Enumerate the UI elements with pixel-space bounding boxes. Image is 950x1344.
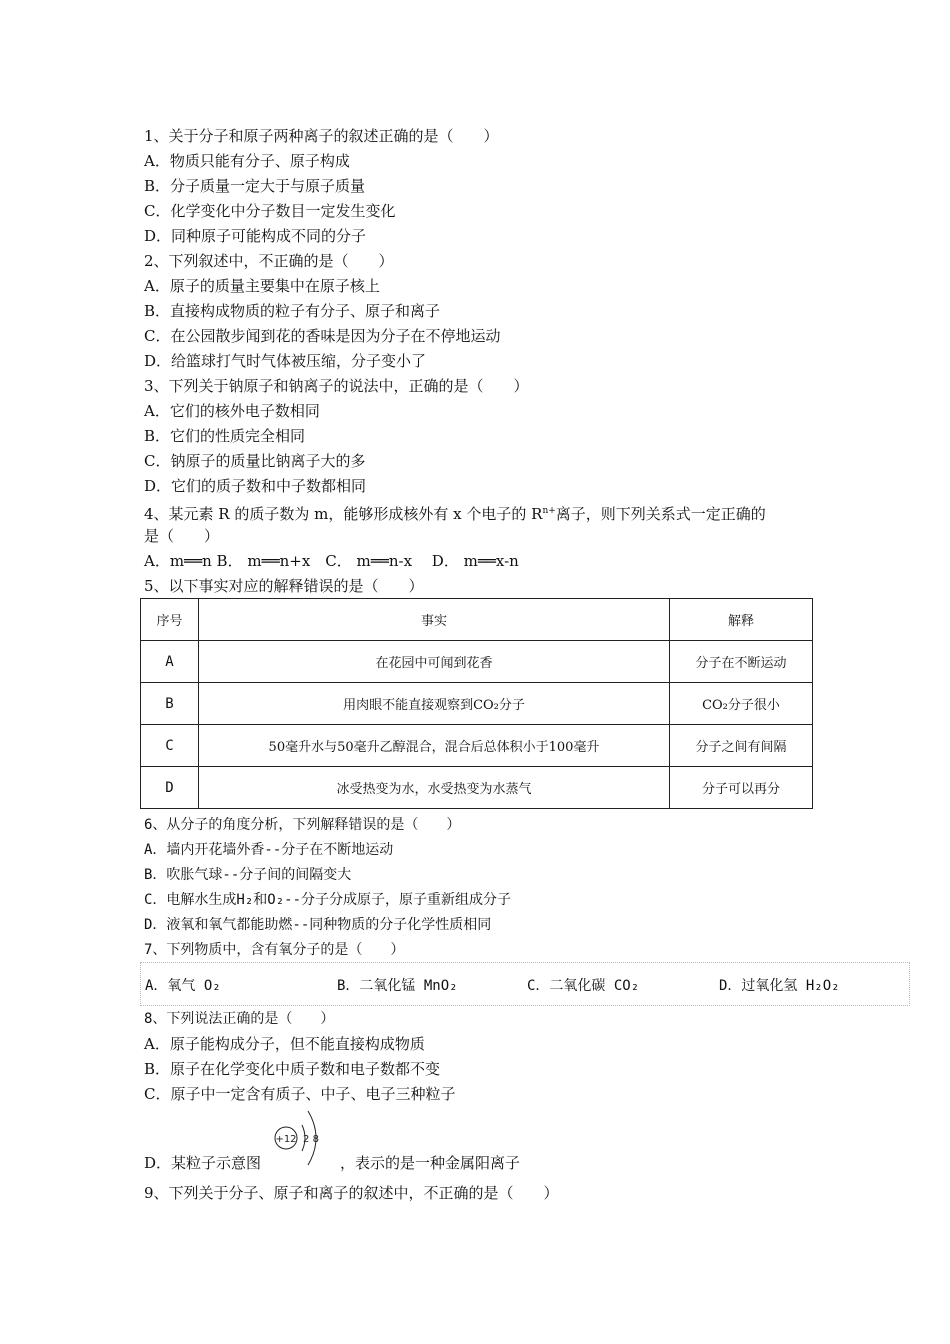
q3-option-c: C．钠原子的质量比钠离子大的多 <box>144 452 366 470</box>
header-explanation: 解释 <box>670 599 813 641</box>
q2-option-c: C．在公园散步闻到花的香味是因为分子在不停地运动 <box>144 327 501 345</box>
q2-stem: 2、下列叙述中，不正确的是（ ） <box>144 252 394 270</box>
row-id: D <box>141 767 199 809</box>
q3-stem: 3、下列关于钠原子和钠离子的说法中，正确的是（ ） <box>144 377 529 395</box>
row-explanation: CO₂分子很小 <box>670 683 813 725</box>
q6-option-d: D．液氧和氧气都能助燃--同种物质的分子化学性质相同 <box>144 917 492 933</box>
q4-charge-superscript: n+ <box>542 506 556 516</box>
row-fact: 用肉眼不能直接观察到CO₂分子 <box>199 683 670 725</box>
row-explanation: 分子之间有间隔 <box>670 725 813 767</box>
header-number: 序号 <box>141 599 199 641</box>
q8-option-b: B．原子在化学变化中质子数和电子数都不变 <box>144 1060 441 1078</box>
atomic-structure-diagram <box>272 1103 338 1173</box>
q1-option-b: B．分子质量一定大于与原子质量 <box>144 177 366 195</box>
q7-options-box <box>140 962 910 1006</box>
q1-option-a: A．物质只能有分子、原子构成 <box>144 152 350 170</box>
q5-table <box>140 598 813 809</box>
q3-option-b: B．它们的性质完全相同 <box>144 427 306 445</box>
q7-stem: 7、下列物质中，含有氧分子的是（ ） <box>144 942 405 958</box>
q1-option-c: C．化学变化中分子数目一定发生变化 <box>144 202 396 220</box>
q4-stem-line2: 是（ ） <box>144 527 220 545</box>
q2-option-d: D．给篮球打气时气体被压缩，分子变小了 <box>144 352 427 370</box>
q4-options: A．m══n B． m══n+x C． m══n-x D． m══x-n <box>144 552 519 570</box>
row-explanation: 分子在不断运动 <box>670 641 813 683</box>
row-id: B <box>141 683 199 725</box>
q9-stem: 9、下列关于分子、原子和离子的叙述中，不正确的是（ ） <box>144 1184 559 1202</box>
row-id: C <box>141 725 199 767</box>
q7-option-d: D．过氧化氢 H₂O₂ <box>719 978 840 994</box>
q3-option-a: A．它们的核外电子数相同 <box>144 402 320 420</box>
q3-option-d: D．它们的质子数和中子数都相同 <box>144 477 367 495</box>
q8-stem: 8、下列说法正确的是（ ） <box>144 1011 335 1027</box>
table-row <box>141 767 813 809</box>
electron-shell-counts: 2 8 <box>303 1134 319 1145</box>
table-header-row <box>141 599 813 641</box>
q6-option-b: B．吹胀气球--分子间的间隔变大 <box>144 867 352 883</box>
q2-option-a: A．原子的质量主要集中在原子核上 <box>144 277 380 295</box>
q8-option-a: A．原子能构成分子，但不能直接构成物质 <box>144 1035 425 1053</box>
row-fact: 在花园中可闻到花香 <box>199 641 670 683</box>
q1-stem: 1、关于分子和原子两种离子的叙述正确的是（ ） <box>144 127 499 145</box>
q8-option-c: C．原子中一定含有质子、中子、电子三种粒子 <box>144 1085 456 1103</box>
header-fact: 事实 <box>199 599 670 641</box>
q7-option-b: B．二氧化锰 MnO₂ <box>337 978 458 994</box>
row-fact: 冰受热变为水，水受热变为水蒸气 <box>199 767 670 809</box>
q1-option-d: D．同种原子可能构成不同的分子 <box>144 227 367 245</box>
table-row <box>141 725 813 767</box>
q4-stem <box>144 501 766 524</box>
q6-option-c: C．电解水生成H₂和O₂--分子分成原子，原子重新组成分子 <box>144 892 511 908</box>
q6-option-a: A．墙内开花墙外香--分子在不断地运动 <box>144 842 394 858</box>
nucleus-charge-label: +12 <box>275 1134 297 1145</box>
q8-option-d-prefix: D．某粒子示意图 <box>144 1154 262 1172</box>
q6-stem: 6、从分子的角度分析，下列解释错误的是（ ） <box>144 817 461 833</box>
table-row <box>141 641 813 683</box>
q4-stem-prefix: 4、某元素 R 的质子数为 m，能够形成核外有 x 个电子的 R <box>144 505 543 523</box>
row-explanation: 分子可以再分 <box>670 767 813 809</box>
row-fact: 50毫升水与50毫升乙醇混合，混合后总体积小于100毫升 <box>199 725 670 767</box>
row-id: A <box>141 641 199 683</box>
q4-stem-suffix: 离子，则下列关系式一定正确的 <box>555 505 766 523</box>
q8-option-d-suffix: ，表示的是一种金属阳离子 <box>340 1154 521 1172</box>
q7-option-c: C．二氧化碳 CO₂ <box>527 978 640 994</box>
q7-option-a: A．氧气 O₂ <box>145 978 221 994</box>
table-row <box>141 683 813 725</box>
q2-option-b: B．直接构成物质的粒子有分子、原子和离子 <box>144 302 441 320</box>
q5-stem: 5、以下事实对应的解释错误的是（ ） <box>144 577 424 595</box>
